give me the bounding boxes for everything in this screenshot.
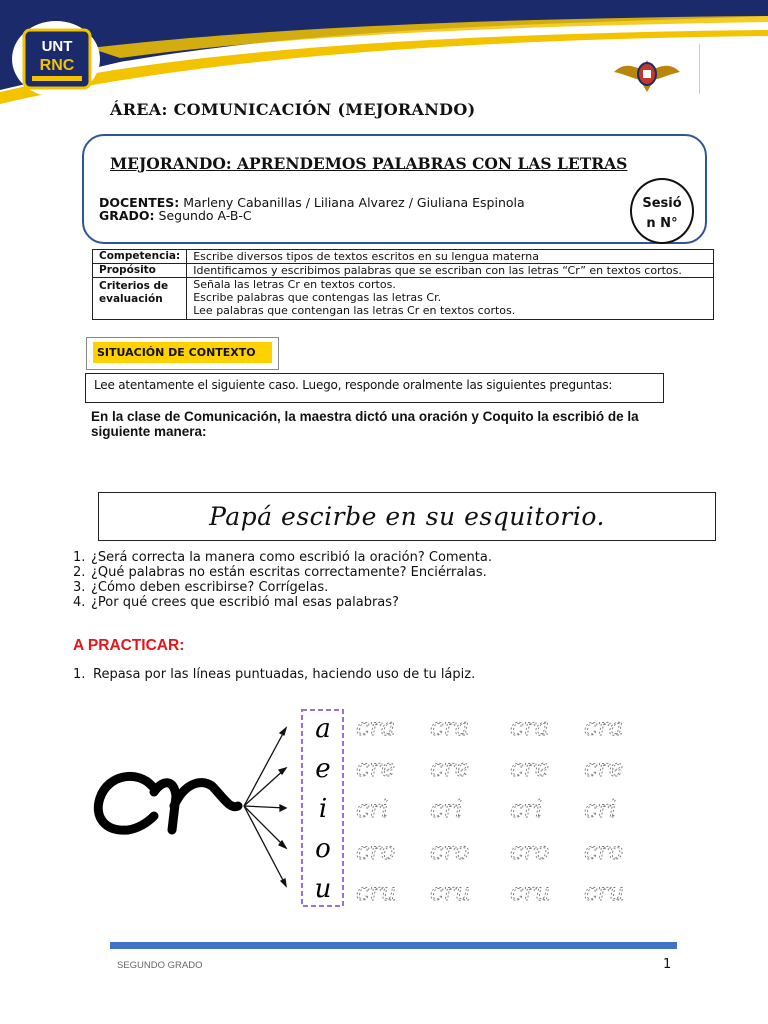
trace-cra: cra — [584, 713, 624, 741]
table-row — [93, 264, 714, 278]
header-divider — [699, 44, 700, 94]
trace-cre: cre — [584, 754, 624, 782]
trace-cro: cro — [356, 837, 396, 865]
table-value-competencia: Escribe diversos tipos de textos escritos en su lengua materna — [187, 250, 714, 264]
practice-title: A PRACTICAR: — [73, 637, 185, 654]
grado-label: GRADO: — [99, 208, 155, 223]
trace-cro: cro — [510, 837, 550, 865]
questions-list — [73, 550, 492, 610]
trace-cri: cri — [584, 795, 617, 823]
page-number: 1 — [663, 957, 672, 972]
trace-cru: cru — [510, 878, 551, 906]
trace-cre: cre — [510, 754, 550, 782]
session-title: MEJORANDO: APRENDEMOS PALABRAS CON LAS LETRAS — [110, 154, 628, 173]
trace-cro: cro — [584, 837, 624, 865]
docentes-value: Marleny Cabanillas / Liliana Alvarez / Giuliana Espinola — [183, 195, 525, 210]
docentes-label: DOCENTES: — [99, 195, 180, 210]
exercise-number: 1. — [73, 667, 86, 682]
trace-cru: cru — [356, 878, 397, 906]
footer-grade-label: SEGUNDO GRADO — [117, 960, 203, 971]
cr-root-glyph — [98, 776, 238, 830]
session-info-table — [92, 249, 714, 320]
trace-cra: cra — [430, 713, 470, 741]
vowel-e: e — [315, 754, 331, 784]
trace-cri: cri — [430, 795, 463, 823]
list-item: 2. ¿Qué palabras no están escritas correctamente? Enciérralas. — [73, 565, 487, 580]
vowel-i: i — [318, 794, 328, 824]
grado-line — [99, 208, 252, 223]
session-badge-line2: n N° — [646, 216, 678, 231]
vowel-a: a — [315, 714, 331, 744]
list-item: 3. ¿Cómo deben escribirse? Corrígelas. — [73, 580, 329, 595]
logo-rnc-text: RNC — [39, 57, 75, 74]
footer-bar — [110, 942, 677, 949]
table-row — [93, 250, 714, 264]
grado-value: Segundo A-B-C — [158, 208, 252, 223]
table-row — [93, 278, 714, 320]
trace-cru: cru — [584, 878, 625, 906]
session-number-badge — [630, 178, 694, 244]
trace-cra: cra — [356, 713, 396, 741]
handwritten-sentence: Papá escirbe en su esquitorio. — [209, 502, 605, 531]
table-value-proposito: Identificamos y escribimos palabras que se escriban con las letras “Cr” en textos cortos. — [187, 264, 714, 278]
trace-cru: cru — [430, 878, 471, 906]
session-badge-line1: Sesió — [642, 196, 682, 211]
table-key-competencia: Competencia: — [93, 250, 187, 264]
area-title: ÁREA: COMUNICACIÓN (MEJORANDO) — [110, 100, 476, 119]
criterio-item: Escribe palabras que contengas las letras Cr. — [193, 291, 442, 304]
list-item: 4. ¿Por qué crees que escribió mal esas palabras? — [73, 595, 399, 610]
vowel-u: u — [314, 874, 332, 904]
table-key-proposito: Propósito — [93, 264, 187, 278]
table-value-criterios — [187, 278, 714, 320]
tracing-syllables — [356, 713, 624, 906]
arrows — [244, 728, 286, 886]
instruction-box: Lee atentamente el siguiente caso. Luego, responde oralmente las siguientes preguntas: — [85, 373, 664, 403]
context-tag — [86, 337, 279, 370]
logo-unt-text: UNT — [41, 38, 73, 55]
trace-cri: cri — [510, 795, 543, 823]
trace-cre: cre — [430, 754, 470, 782]
trace-cra: cra — [510, 713, 550, 741]
session-frame — [82, 134, 707, 244]
vowel-o: o — [315, 834, 331, 864]
list-item: 1. ¿Será correcta la manera como escribió la oración? Comenta. — [73, 550, 492, 565]
trace-cre: cre — [356, 754, 396, 782]
exercise-text: Repasa por las líneas puntuadas, haciendo uso de tu lápiz. — [93, 667, 476, 682]
context-tag-label: SITUACIÓN DE CONTEXTO — [93, 342, 272, 363]
unt-rnc-logo — [10, 18, 102, 100]
criterio-item: Lee palabras que contengan las letras Cr en textos cortos. — [193, 304, 516, 317]
table-key-criterios: Criterios de evaluación — [93, 278, 187, 320]
trace-cri: cri — [356, 795, 389, 823]
emblem-logo — [612, 52, 682, 96]
cr-tracing-exercise — [90, 700, 690, 915]
criterio-item: Señala las letras Cr en textos cortos. — [193, 278, 396, 291]
case-text: En la clase de Comunicación, la maestra dictó una oración y Coquito la escribió de la siguiente manera: — [91, 409, 639, 439]
trace-cro: cro — [430, 837, 470, 865]
exercise-instruction — [73, 667, 475, 682]
sentence-box — [98, 492, 716, 541]
